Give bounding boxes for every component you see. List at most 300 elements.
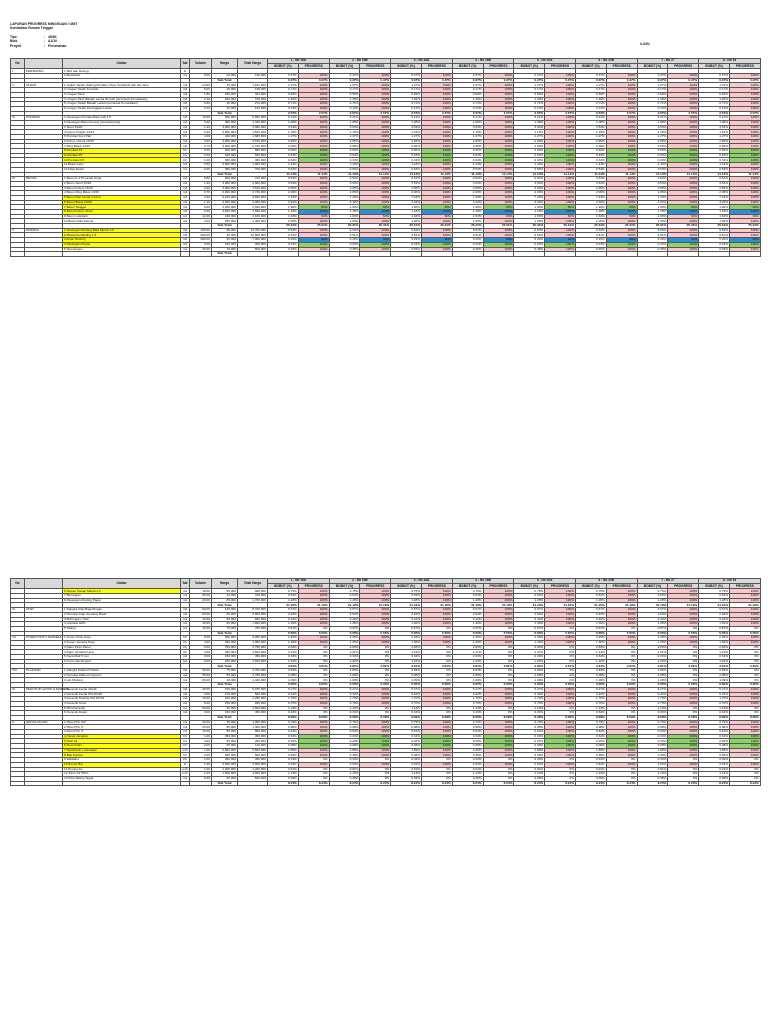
item-bobot: 2.83%	[391, 669, 422, 674]
item-total: 1,440,000	[238, 120, 268, 125]
header-progress: PROGRESS	[729, 584, 760, 589]
item-bobot: 1.18%	[452, 210, 483, 215]
subtotal-bobot: 8.09%	[329, 715, 360, 720]
item-bobot: 0.69%	[637, 92, 668, 97]
item-progress: 100%	[483, 242, 514, 247]
item-unit: m1	[181, 730, 190, 735]
item-bobot: 0.42%	[699, 617, 730, 622]
item-progress: 0%	[729, 669, 760, 674]
subtotal-progress: 31.19%	[483, 603, 514, 608]
table-cell	[25, 252, 63, 257]
item-bobot: 2.64%	[699, 762, 730, 767]
item-progress: 0%	[668, 626, 699, 631]
item-progress: 0%	[668, 776, 699, 781]
item-price: 750,000	[212, 645, 238, 650]
item-total: 450,000	[238, 655, 268, 660]
item-progress: 100%	[483, 88, 514, 93]
item-progress: 100%	[668, 687, 699, 692]
item-unit: m2	[181, 238, 190, 243]
item-bobot: 9.51%	[514, 233, 545, 238]
item-description: 3 Urugan Pasir	[63, 92, 181, 97]
header-bobot: BOBOT (%)	[391, 584, 422, 589]
item-bobot: 2.65%	[699, 186, 730, 191]
item-progress: 100%	[668, 636, 699, 641]
item-bobot: 1.28%	[268, 598, 299, 603]
item-bobot: 6.57%	[575, 608, 606, 613]
item-progress: 60%	[421, 214, 452, 219]
item-progress: 100%	[298, 135, 329, 140]
item-bobot: 0.20%	[268, 739, 299, 744]
item-progress: 100%	[360, 153, 391, 158]
item-progress: 0%	[545, 659, 576, 664]
item-bobot: 0.63%	[452, 153, 483, 158]
item-bobot: 0.17%	[329, 88, 360, 93]
subtotal-label: Sub Total	[212, 224, 238, 229]
item-progress: 100%	[606, 163, 637, 168]
item-progress: 100%	[545, 730, 576, 735]
item-progress: 100%	[729, 92, 760, 97]
subtotal-bobot: 2.57%	[637, 111, 668, 116]
item-progress: 100%	[360, 612, 391, 617]
item-total: 4,400,000	[238, 200, 268, 205]
subtotal-bobot: 31.19%	[452, 603, 483, 608]
item-progress: 100%	[483, 734, 514, 739]
item-progress: 100%	[545, 762, 576, 767]
item-bobot: 0.39%	[268, 776, 299, 781]
item-volume: 20.00	[190, 598, 212, 603]
item-description: 4 Daun Jendela Kaca	[63, 650, 181, 655]
item-progress: 100%	[360, 200, 391, 205]
item-bobot: 1.18%	[329, 210, 360, 215]
subtotal-progress: 25.31%	[360, 224, 391, 229]
header-item: Uraian	[63, 579, 181, 589]
item-progress: 100%	[545, 228, 576, 233]
item-progress: 100%	[298, 734, 329, 739]
item-progress: 0%	[668, 655, 699, 660]
item-progress: 100%	[545, 106, 576, 111]
item-bobot: 0.42%	[268, 692, 299, 697]
item-bobot: 0.08%	[329, 744, 360, 749]
item-progress: 100%	[606, 106, 637, 111]
subtotal-bobot: 11.14%	[452, 172, 483, 177]
item-volume: 1.00	[190, 762, 212, 767]
item-progress: 100%	[668, 219, 699, 224]
section-name: TANAH	[25, 83, 63, 88]
item-progress: 100%	[298, 181, 329, 186]
item-progress: 100%	[545, 135, 576, 140]
item-total: 1,520,000	[238, 130, 268, 135]
item-progress: 100%	[668, 106, 699, 111]
item-total: 1,560,000	[238, 210, 268, 215]
subtotal-bobot: 25.31%	[575, 224, 606, 229]
item-progress: 100%	[298, 730, 329, 735]
item-progress: 0%	[606, 678, 637, 683]
item-description: 2 Beton Sloof 15/20	[63, 181, 181, 186]
item-bobot: 1.44%	[391, 163, 422, 168]
item-price: 85,000	[212, 730, 238, 735]
item-progress: 100%	[668, 734, 699, 739]
item-bobot: 1.13%	[329, 706, 360, 711]
item-progress: 100%	[545, 88, 576, 93]
item-progress: 90%	[545, 238, 576, 243]
item-progress: 100%	[668, 720, 699, 725]
subtotal-bobot: 5.55%	[637, 631, 668, 636]
item-bobot: 0.70%	[575, 701, 606, 706]
item-bobot: 2.83%	[452, 669, 483, 674]
item-progress: 100%	[421, 701, 452, 706]
item-bobot: 1.15%	[637, 130, 668, 135]
item-bobot: 3.54%	[514, 181, 545, 186]
item-bobot: 1.07%	[391, 83, 422, 88]
item-progress: 100%	[421, 92, 452, 97]
item-description: 2 Penutup Atap Genteng Metal	[63, 612, 181, 617]
subtotal-progress: 0.37%	[606, 78, 637, 83]
item-bobot: 3.54%	[699, 125, 730, 130]
item-total: 1,680,000	[238, 135, 268, 140]
item-progress: 100%	[421, 640, 452, 645]
item-bobot: 2.83%	[575, 669, 606, 674]
item-bobot: 2.65%	[514, 139, 545, 144]
item-progress: 100%	[545, 163, 576, 168]
item-bobot: 1.44%	[452, 163, 483, 168]
item-bobot: 0.75%	[329, 589, 360, 594]
item-volume: 5.00	[190, 88, 212, 93]
item-progress: 100%	[483, 106, 514, 111]
item-bobot: 1.13%	[699, 772, 730, 777]
item-total: 930,000	[238, 701, 268, 706]
item-progress: 0%	[360, 772, 391, 777]
item-bobot: 9.63%	[637, 228, 668, 233]
item-progress: 100%	[483, 163, 514, 168]
item-bobot: 0.60%	[452, 149, 483, 154]
item-progress: 100%	[545, 116, 576, 121]
item-unit: m1	[181, 725, 190, 730]
item-bobot: 0.98%	[514, 725, 545, 730]
subtotal-bobot: 2.57%	[452, 111, 483, 116]
item-progress: 0%	[729, 767, 760, 772]
item-bobot: 0.42%	[329, 617, 360, 622]
item-progress: 100%	[545, 200, 576, 205]
item-progress: 100%	[483, 181, 514, 186]
item-bobot: 2.06%	[514, 144, 545, 149]
item-progress: 90%	[298, 238, 329, 243]
item-progress: 100%	[360, 687, 391, 692]
item-progress: 100%	[483, 228, 514, 233]
item-progress: 100%	[483, 617, 514, 622]
item-progress: 100%	[483, 219, 514, 224]
item-progress: 100%	[729, 158, 760, 163]
item-bobot: 1.90%	[268, 205, 299, 210]
item-progress: 100%	[421, 247, 452, 252]
header-week: 1 - No 16A	[268, 59, 330, 64]
item-progress: 100%	[606, 687, 637, 692]
item-bobot: 0.53%	[637, 167, 668, 172]
item-description: 8 Beton Kolom Teras	[63, 210, 181, 215]
item-volume: 15.00	[190, 697, 212, 702]
item-progress: 100%	[360, 125, 391, 130]
item-bobot: 3.54%	[575, 181, 606, 186]
item-total: 1,700,000	[238, 598, 268, 603]
item-bobot: 1.13%	[329, 772, 360, 777]
item-bobot: 7.43%	[575, 195, 606, 200]
item-bobot: 0.69%	[699, 92, 730, 97]
subtotal-progress	[360, 252, 391, 257]
item-bobot: 0.64%	[268, 730, 299, 735]
item-progress: 100%	[668, 692, 699, 697]
item-bobot: 1.13%	[391, 706, 422, 711]
subtotal-progress: 11.14%	[606, 172, 637, 177]
item-progress: 100%	[360, 181, 391, 186]
item-bobot: 1.28%	[514, 598, 545, 603]
item-progress: 0%	[483, 659, 514, 664]
item-bobot: 0.34%	[268, 734, 299, 739]
item-bobot: 1.63%	[391, 214, 422, 219]
item-bobot: 0.71%	[452, 102, 483, 107]
item-progress: 0%	[606, 669, 637, 674]
item-bobot: 1.13%	[514, 706, 545, 711]
item-bobot: 0.37%	[268, 74, 299, 79]
item-bobot: 2.45%	[575, 636, 606, 641]
item-progress: 100%	[483, 200, 514, 205]
item-bobot: 5.21%	[268, 116, 299, 121]
item-bobot: 0.71%	[575, 102, 606, 107]
item-progress: 0%	[483, 706, 514, 711]
item-unit: m3	[181, 163, 190, 168]
item-total: 6,890,000	[238, 116, 268, 121]
subtotal-bobot: 25.31%	[514, 224, 545, 229]
item-bobot: 0.34%	[452, 655, 483, 660]
item-total: 1,050,000	[238, 720, 268, 725]
item-progress: 100%	[729, 242, 760, 247]
item-unit: m3	[181, 106, 190, 111]
item-progress: 100%	[729, 167, 760, 172]
item-bobot: 0.60%	[514, 149, 545, 154]
item-progress: 100%	[298, 753, 329, 758]
item-unit: ls	[181, 762, 190, 767]
item-progress: 0%	[360, 767, 391, 772]
item-progress: 100%	[668, 88, 699, 93]
subtotal-bobot: 25.31%	[391, 224, 422, 229]
subtotal-bobot: 0.37%	[575, 78, 606, 83]
item-progress: 0%	[298, 645, 329, 650]
item-progress: 80%	[421, 205, 452, 210]
header-progress: PROGRESS	[360, 64, 391, 69]
header-progress: PROGRESS	[298, 64, 329, 69]
item-bobot: 0.53%	[391, 167, 422, 172]
item-progress: 100%	[360, 762, 391, 767]
item-progress: 100%	[360, 97, 391, 102]
item-bobot: 9.63%	[391, 228, 422, 233]
item-progress: 100%	[483, 97, 514, 102]
item-volume: 1.20	[190, 181, 212, 186]
item-volume: 1.00	[190, 734, 212, 739]
item-bobot: 0.34%	[329, 758, 360, 763]
item-progress: 0%	[483, 767, 514, 772]
item-volume: 1.80	[190, 92, 212, 97]
subtotal-progress: 31.19%	[668, 603, 699, 608]
item-progress: 100%	[668, 589, 699, 594]
item-unit: m2	[181, 687, 190, 692]
item-bobot: 0.42%	[575, 692, 606, 697]
item-bobot: 0.34%	[268, 655, 299, 660]
item-volume: 45.00	[190, 687, 212, 692]
item-progress: 100%	[298, 608, 329, 613]
item-bobot: 0.34%	[514, 655, 545, 660]
item-progress: 100%	[483, 153, 514, 158]
item-unit: m3	[181, 200, 190, 205]
item-unit: m1	[181, 720, 190, 725]
subtotal-bobot	[514, 252, 545, 257]
header-week: 5 - No 20A	[514, 59, 576, 64]
item-bobot: 1.08%	[391, 120, 422, 125]
subtotal-progress: 0.00%	[606, 683, 637, 688]
item-bobot: 0.34%	[268, 158, 299, 163]
subtotal-progress: 25.31%	[668, 224, 699, 229]
item-bobot: 1.22%	[699, 659, 730, 664]
item-bobot: 0.17%	[391, 88, 422, 93]
item-bobot: 0.79%	[268, 720, 299, 725]
item-progress: 0%	[421, 678, 452, 683]
item-progress: 100%	[483, 149, 514, 154]
item-progress: 100%	[729, 725, 760, 730]
meta-value: A1/10	[48, 39, 58, 44]
item-progress: 0%	[606, 772, 637, 777]
item-description: 5 Kaca Mati 5 mm	[63, 655, 181, 660]
item-bobot: 6.57%	[268, 608, 299, 613]
item-progress: 100%	[298, 144, 329, 149]
item-progress: 0%	[360, 706, 391, 711]
item-progress: 100%	[729, 139, 760, 144]
item-bobot: 0.45%	[329, 247, 360, 252]
item-progress: 90%	[606, 238, 637, 243]
item-price: 45,000	[212, 233, 238, 238]
header-progress: PROGRESS	[606, 64, 637, 69]
item-price: 3,900,000	[212, 210, 238, 215]
item-progress: 100%	[606, 622, 637, 627]
item-progress: 100%	[606, 589, 637, 594]
item-progress: 100%	[606, 181, 637, 186]
item-progress: 100%	[545, 608, 576, 613]
item-bobot: 1.06%	[452, 219, 483, 224]
item-progress: 100%	[421, 158, 452, 163]
item-bobot: 1.22%	[452, 659, 483, 664]
item-bobot: 0.39%	[699, 776, 730, 781]
item-bobot: 0.64%	[514, 730, 545, 735]
item-bobot: 0.60%	[268, 149, 299, 154]
subtotal-bobot: 5.55%	[575, 631, 606, 636]
item-price: 65,000	[212, 739, 238, 744]
item-progress: 80%	[668, 205, 699, 210]
subtotal-progress: 0.00%	[298, 683, 329, 688]
item-progress: 0%	[421, 776, 452, 781]
item-total: 1,620,000	[238, 659, 268, 664]
item-progress: 100%	[360, 744, 391, 749]
item-bobot: 7.43%	[268, 195, 299, 200]
item-progress: 0%	[483, 673, 514, 678]
item-bobot: 3.54%	[699, 181, 730, 186]
item-progress: 100%	[729, 191, 760, 196]
subtotal-bobot: 8.24%	[637, 781, 668, 786]
item-bobot: 0.14%	[268, 106, 299, 111]
item-bobot: 0.34%	[637, 734, 668, 739]
item-bobot: 2.45%	[329, 636, 360, 641]
item-bobot: 1.07%	[637, 83, 668, 88]
item-progress: 100%	[421, 125, 452, 130]
item-price: 420,000	[212, 135, 238, 140]
item-progress: 100%	[483, 762, 514, 767]
item-bobot: 0.17%	[575, 88, 606, 93]
header-bobot: BOBOT (%)	[329, 584, 360, 589]
item-unit: bh	[181, 636, 190, 641]
item-unit: m2	[181, 233, 190, 238]
item-progress: 0%	[729, 706, 760, 711]
item-bobot: 2.06%	[391, 191, 422, 196]
item-volume: 2.00	[190, 167, 212, 172]
item-bobot: 0.37%	[637, 74, 668, 79]
item-progress: 100%	[606, 739, 637, 744]
item-progress: 60%	[606, 214, 637, 219]
header-week: 2 - No 16B	[329, 579, 391, 584]
item-description: 5 Urugan Tanah Bawah Lantai (termasuk Pemadatan)	[63, 102, 181, 107]
subtotal-bobot: 8.24%	[575, 781, 606, 786]
item-bobot: 0.54%	[514, 594, 545, 599]
item-unit: set	[181, 659, 190, 664]
item-progress: 100%	[298, 195, 329, 200]
item-progress: 0%	[545, 711, 576, 716]
subtotal-progress: 25.31%	[298, 224, 329, 229]
section-name: KUSEN PINTU JENDELA	[26, 635, 62, 640]
table-cell	[190, 252, 212, 257]
item-progress: 100%	[545, 158, 576, 163]
item-progress: 100%	[483, 687, 514, 692]
item-progress: 100%	[421, 233, 452, 238]
item-progress: 60%	[298, 214, 329, 219]
item-bobot: 1.13%	[637, 772, 668, 777]
item-progress: 100%	[729, 640, 760, 645]
item-bobot: 0.45%	[268, 247, 299, 252]
item-bobot: 7.43%	[699, 195, 730, 200]
report-page-1	[10, 22, 760, 257]
item-bobot: 0.34%	[575, 711, 606, 716]
header-week: 8 - No 33	[699, 579, 761, 584]
table-cell	[190, 781, 212, 786]
item-volume: 3.10	[190, 106, 212, 111]
item-bobot: 0.37%	[329, 74, 360, 79]
item-bobot: 3.54%	[391, 125, 422, 130]
item-bobot: 0.79%	[575, 720, 606, 725]
subtotal-label: Sub Total	[212, 111, 238, 116]
item-price: 350,000	[212, 167, 238, 172]
item-bobot: 0.39%	[329, 776, 360, 781]
item-bobot: 2.65%	[391, 186, 422, 191]
item-progress: 80%	[483, 205, 514, 210]
item-progress: 100%	[421, 636, 452, 641]
item-progress: 0%	[545, 776, 576, 781]
item-progress: 100%	[668, 762, 699, 767]
table-cell	[63, 252, 181, 257]
item-progress: 100%	[360, 135, 391, 140]
item-bobot: 6.57%	[391, 608, 422, 613]
item-volume: 0.80	[190, 177, 212, 182]
item-volume: 1.10	[190, 200, 212, 205]
item-price: 12,000	[212, 594, 238, 599]
header-progress: PROGRESS	[606, 584, 637, 589]
item-bobot: 1.09%	[514, 678, 545, 683]
item-progress: 0%	[360, 659, 391, 664]
item-progress: 100%	[298, 116, 329, 121]
item-volume: 10.00	[190, 730, 212, 735]
item-progress: 100%	[421, 83, 452, 88]
